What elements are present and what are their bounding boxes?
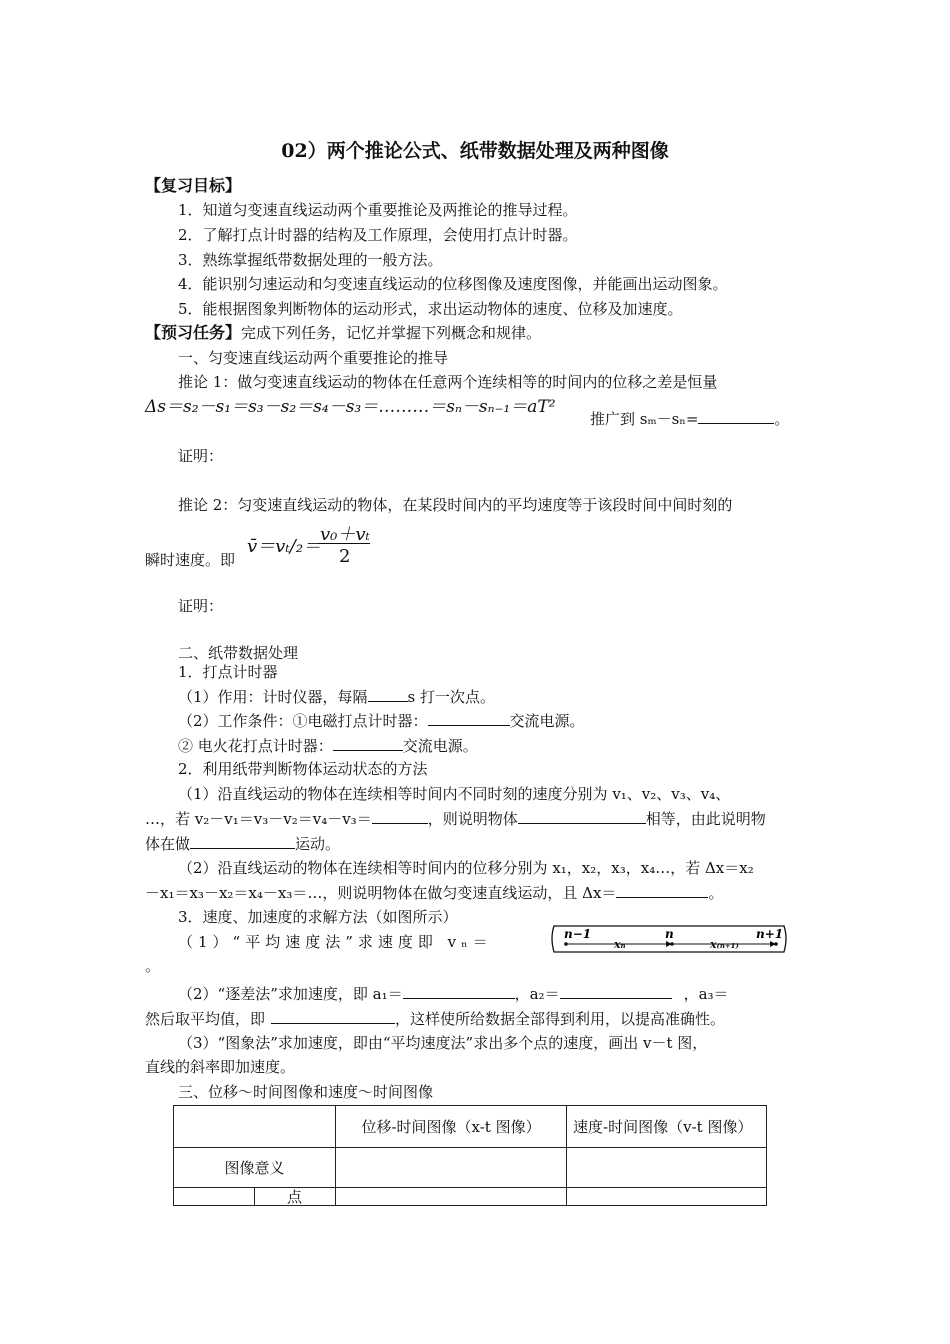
table-row-label: 点 <box>255 1188 336 1206</box>
text: 然后取平均值，即 <box>145 1010 266 1028</box>
preview-heading: 【预习任务】 <box>145 323 242 342</box>
formula-2-numerator: v₀＋vₜ <box>320 524 370 545</box>
answer-blank[interactable] <box>368 686 408 702</box>
text: 交流电源。 <box>509 712 585 730</box>
review-item: 2．了解打点计时器的结构及工作原理，会使用打点计时器。 <box>178 226 578 244</box>
text: ，则说明物体 <box>427 810 518 828</box>
preview-intro: 完成下列任务，记忆并掌握下列概念和规律。 <box>241 324 542 342</box>
table-cell[interactable] <box>567 1148 767 1188</box>
text: （1）作用：计时仪器，每隔 <box>178 688 368 706</box>
table-row-label: 图像意义 <box>174 1148 336 1188</box>
timer-function <box>178 686 495 707</box>
table-cell[interactable] <box>336 1148 567 1188</box>
text: 交流电源。 <box>402 737 478 755</box>
text: ，这样使所给数据全部得到利用，以提高准确性。 <box>395 1010 726 1028</box>
tape-method-1c <box>145 833 340 854</box>
page-title: 02）两个推论公式、纸带数据处理及两种图像 <box>281 140 669 162</box>
text: s 打一次点。 <box>407 688 496 706</box>
section-2-title: 二、纸带数据处理 <box>178 644 299 662</box>
review-item: 4．能识别匀速运动和匀变速直线运动的位移图像及速度图像，并能画出运动图象。 <box>178 275 728 293</box>
text: －x₁＝x₃－x₂＝x₄－x₃＝…，则说明物体在做匀变速直线运动，且 Δx＝ <box>145 884 617 902</box>
tape-method-1b <box>145 808 766 829</box>
comparison-table <box>173 1105 767 1206</box>
section-3-title: 三、位移～时间图像和速度～时间图像 <box>178 1083 434 1101</box>
tape-label-x1: xₙ <box>614 938 626 951</box>
review-item: 5．能根据图象判断物体的运动形式，求出运动物体的速度、位移及加速度。 <box>178 300 683 318</box>
section-1-title: 一、匀变速直线运动两个重要推论的推导 <box>178 349 449 367</box>
paper-tape-diagram <box>548 922 793 958</box>
text: 运动。 <box>295 835 341 853</box>
successive-difference-method <box>178 983 729 1004</box>
text: 体在做 <box>145 835 191 853</box>
answer-blank[interactable] <box>271 1008 395 1024</box>
graph-method: （3）“图象法”求加速度，即由“平均速度法”求出多个点的速度，画出 v－t 图， <box>178 1034 708 1052</box>
average-velocity-method: （1）“平均速度法”求速度即 vₙ＝ <box>178 933 493 951</box>
formula-2-left: v̄＝vₜ/₂＝ <box>247 536 322 557</box>
solve-method-heading: 3．速度、加速度的求解方法（如图所示） <box>178 908 458 926</box>
text: （2）工作条件：①电磁打点计时器： <box>178 712 428 730</box>
preview-line <box>145 323 541 343</box>
table-cell[interactable] <box>567 1188 767 1206</box>
tape-method-1a: （1）沿直线运动的物体在连续相等时间内不同时刻的速度分别为 v₁、v₂、v₃、v₄、 <box>178 785 731 803</box>
tape-method-2b <box>145 882 723 903</box>
proof-label: 证明： <box>178 447 224 465</box>
proof-label-2: 证明： <box>178 597 224 615</box>
tape-label-x2: x₍ₙ₊₁₎ <box>710 938 739 951</box>
table-header-vt: 速度-时间图像（v-t 图像） <box>567 1106 767 1148</box>
answer-blank[interactable] <box>518 808 646 824</box>
answer-blank[interactable] <box>403 983 515 999</box>
graph-method-end: 直线的斜率即加速度。 <box>145 1058 296 1076</box>
formula-2-denominator: 2 <box>339 546 351 567</box>
table-row <box>174 1148 767 1188</box>
timer-heading: 1．打点计时器 <box>178 663 278 681</box>
average-line <box>145 1008 725 1029</box>
answer-blank[interactable] <box>190 833 295 849</box>
answer-blank[interactable] <box>698 408 774 424</box>
inference-2: 推论 2：匀变速直线运动的物体，在某段时间内的平均速度等于该段时间中间时刻的 <box>178 496 733 514</box>
answer-blank[interactable] <box>428 710 510 726</box>
generalize-line <box>590 408 789 429</box>
timer-condition <box>178 710 585 731</box>
text: 。 <box>708 884 724 902</box>
review-item: 1．知道匀变速直线运动两个重要推论及两推论的推导过程。 <box>178 201 578 219</box>
answer-blank[interactable] <box>333 735 403 751</box>
table-cell[interactable] <box>336 1188 567 1206</box>
tape-dot <box>774 942 778 946</box>
answer-blank[interactable] <box>560 983 672 999</box>
text: ② 电火花打点计时器： <box>178 737 333 755</box>
text: …，若 v₂－v₁＝v₃－v₂＝v₄－v₃＝ <box>145 810 372 828</box>
tape-method-2a: （2）沿直线运动的物体在连续相等时间内的位移分别为 x₁，x₂，x₃，x₄…，若 Δx＝x₂ <box>178 859 754 877</box>
period: 。 <box>774 410 790 428</box>
review-heading: 【复习目标】 <box>145 176 242 195</box>
table-header-xt: 位移-时间图像（x-t 图像） <box>336 1106 567 1148</box>
text: （2）“逐差法”求加速度，即 a₁＝ <box>178 985 403 1003</box>
formula-1: Δs＝s₂－s₁＝s₃－s₂＝s₄－s₃＝………＝sₙ－sₙ₋₁＝aT² <box>145 397 556 417</box>
table-row <box>174 1106 767 1148</box>
generalize-text: 推广到 sₘ－sₙ= <box>590 410 699 428</box>
text: 相等，由此说明物 <box>645 810 766 828</box>
inference-2b: 瞬时速度。即 <box>145 551 236 569</box>
table-cell <box>174 1106 336 1148</box>
tape-label-right: n+1 <box>756 927 784 941</box>
table-row <box>174 1188 767 1206</box>
tape-label-left: n−1 <box>564 927 592 941</box>
answer-blank[interactable] <box>616 882 708 898</box>
tape-method-heading: 2．利用纸带判断物体运动状态的方法 <box>178 760 428 778</box>
tape-label-mid: n <box>665 927 674 941</box>
table-cell <box>174 1188 255 1206</box>
inference-1: 推论 1：做匀变速直线运动的物体在任意两个连续相等的时间内的位移之差是恒量 <box>178 373 718 391</box>
review-item: 3．熟练掌握纸带数据处理的一般方法。 <box>178 251 443 269</box>
spark-timer-condition <box>178 735 478 756</box>
tape-dot <box>564 942 568 946</box>
text: ，a₂＝ <box>514 985 560 1003</box>
text: ，a₃＝ <box>683 985 729 1003</box>
tape-dot <box>670 942 674 946</box>
answer-blank[interactable] <box>372 808 428 824</box>
fraction-bar <box>318 543 370 544</box>
period-mark: 。 <box>145 957 161 975</box>
